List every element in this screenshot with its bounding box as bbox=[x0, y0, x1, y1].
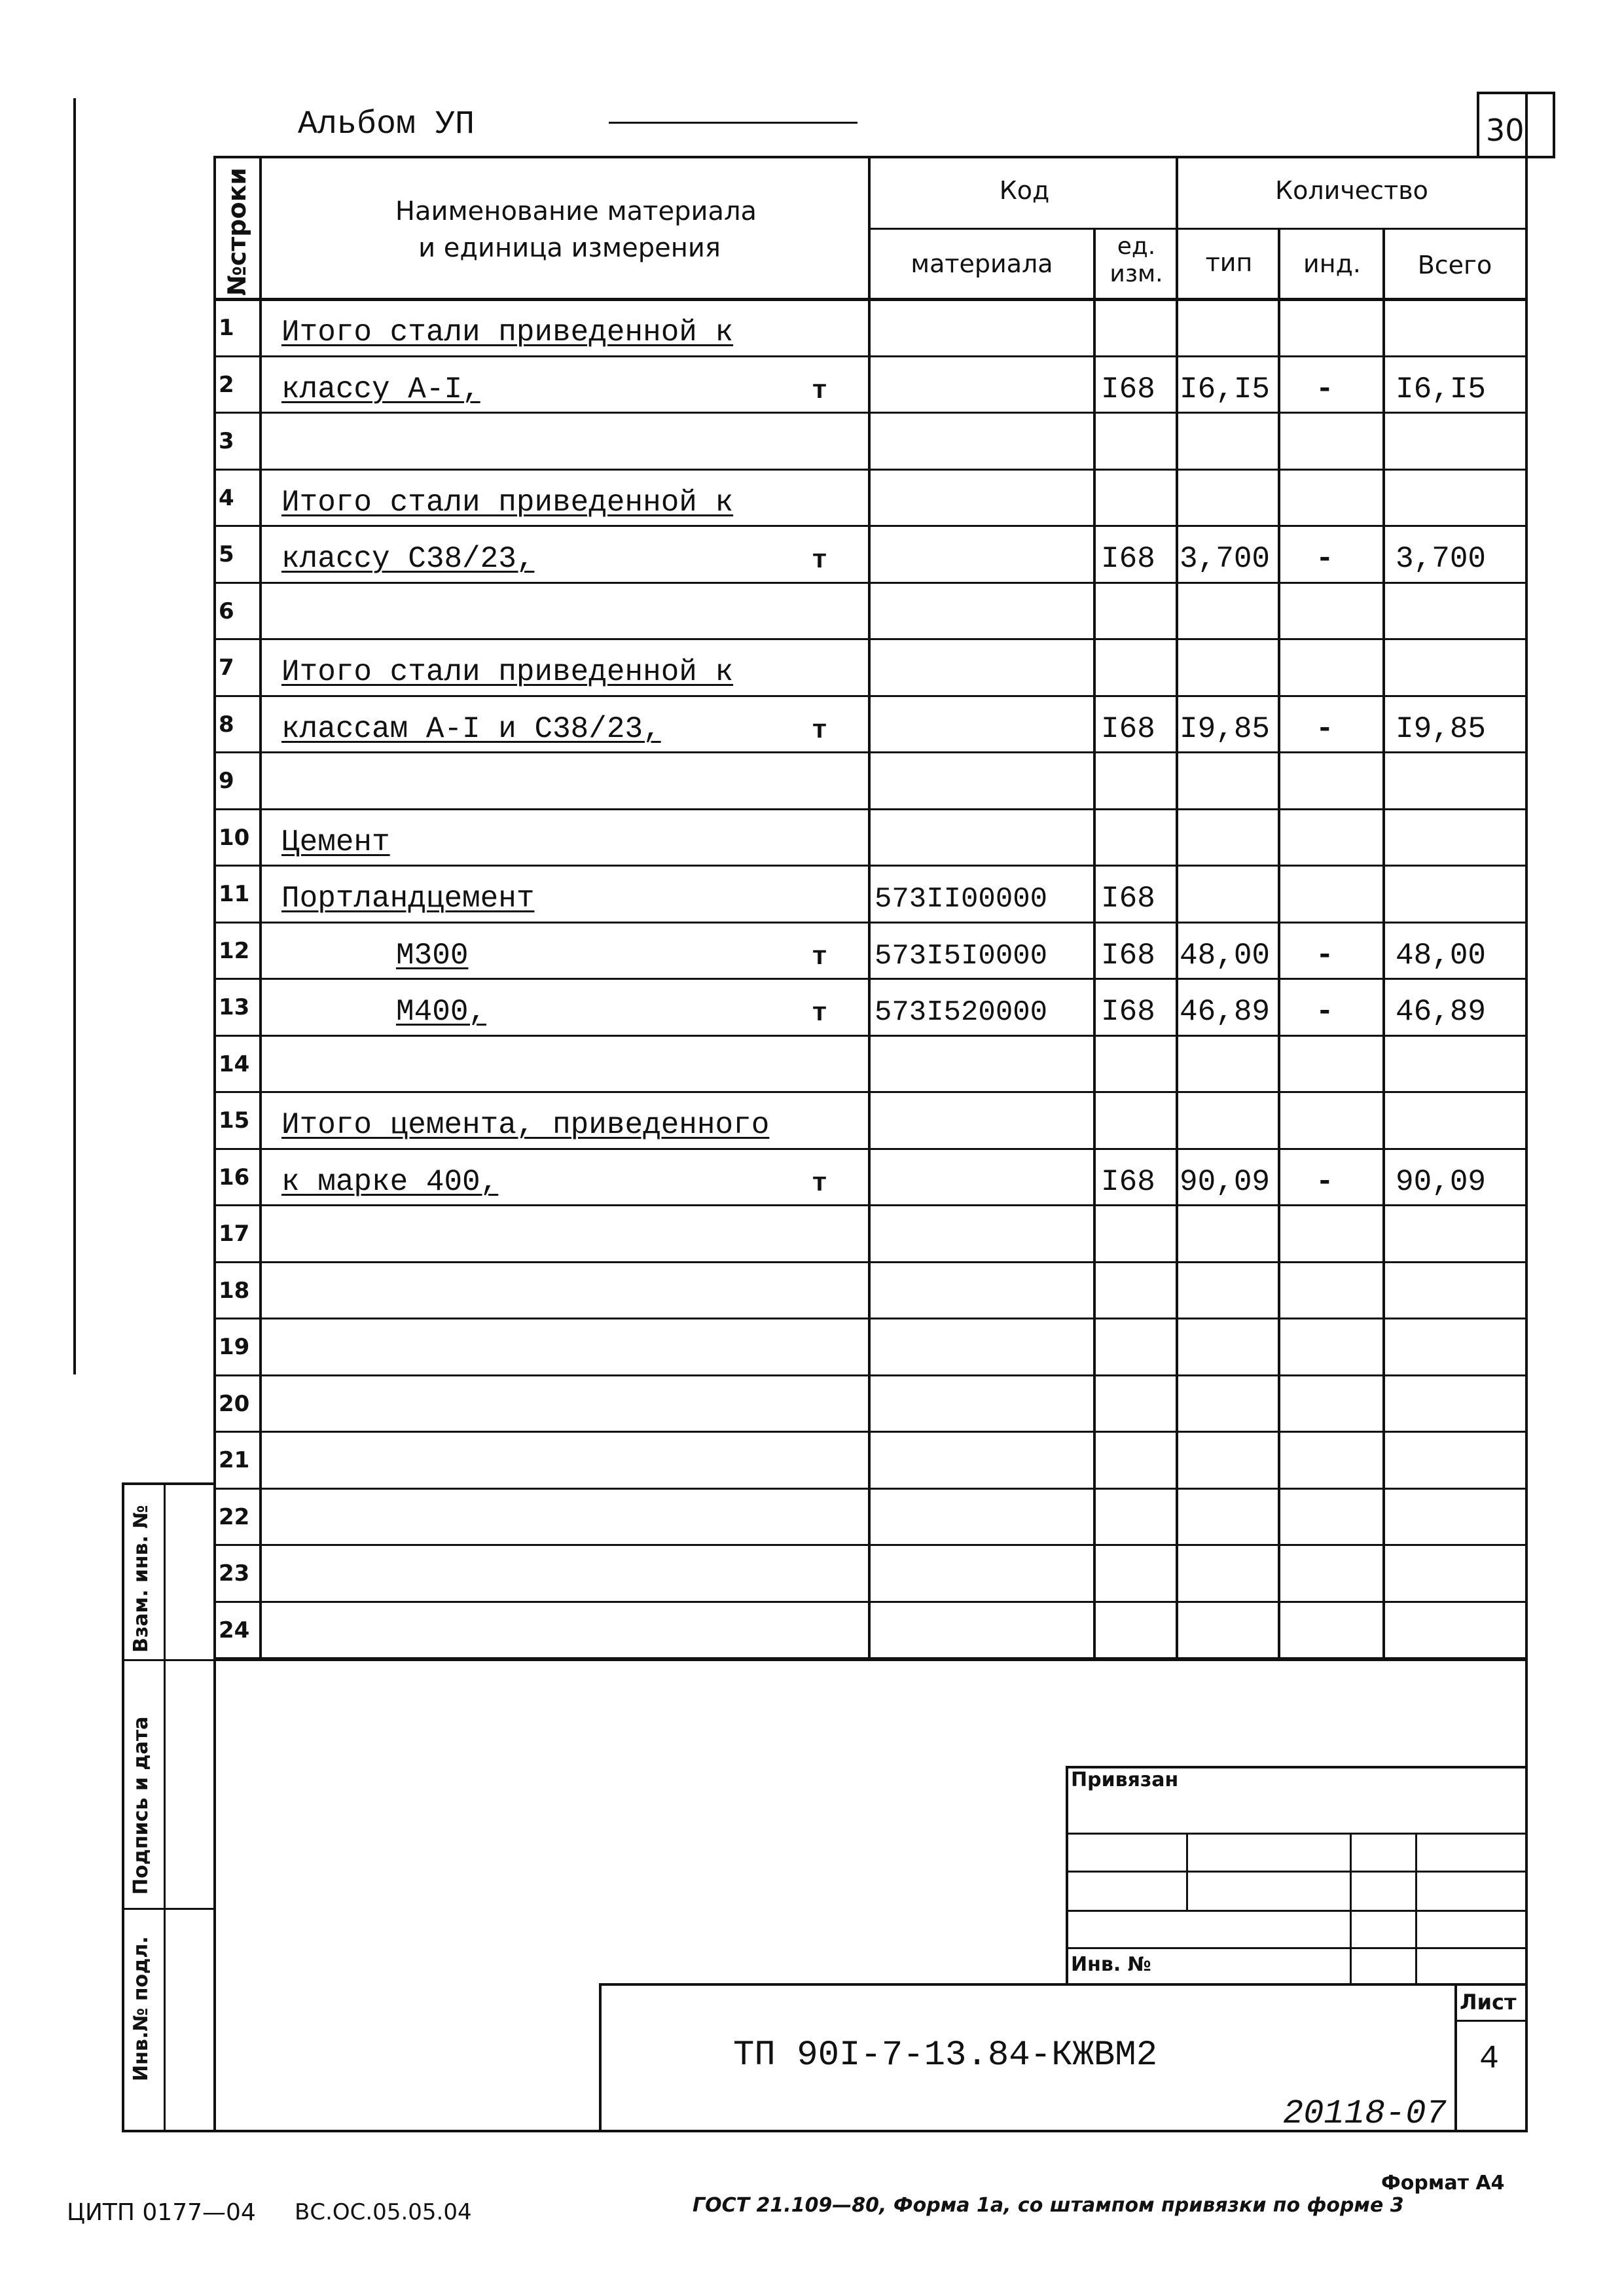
col-sep-rowno bbox=[259, 156, 262, 1661]
hdr-bottom bbox=[213, 298, 1528, 301]
row-ed: I68 bbox=[1101, 882, 1155, 916]
row-ed: I68 bbox=[1101, 1164, 1155, 1199]
row-total: I6,I5 bbox=[1396, 372, 1487, 406]
row-name: классу С38/23, bbox=[281, 542, 535, 576]
table-row-line bbox=[213, 1488, 1528, 1490]
row-number: 1 bbox=[219, 315, 234, 341]
privyazan-label: Привязан bbox=[1071, 1768, 1179, 1791]
page-number: 30 bbox=[1486, 113, 1525, 148]
table-row-line bbox=[213, 1148, 1528, 1150]
table-row-line bbox=[213, 751, 1528, 753]
table-row-line bbox=[213, 469, 1528, 471]
col-sep-name bbox=[868, 156, 871, 1661]
privyazan-h4 bbox=[1066, 1947, 1528, 1949]
row-tip: I6,I5 bbox=[1180, 372, 1271, 406]
row-name: Портландцемент bbox=[281, 882, 535, 916]
hdr-name-line2: и единица измерения bbox=[418, 233, 721, 263]
row-number: 18 bbox=[219, 1277, 250, 1304]
side-stamp-divider bbox=[164, 1482, 166, 2132]
row-unit: т bbox=[812, 942, 828, 973]
row-unit: т bbox=[812, 376, 828, 406]
table-row-line bbox=[213, 808, 1528, 810]
row-number: 15 bbox=[219, 1107, 250, 1134]
row-number: 24 bbox=[219, 1617, 250, 1643]
table-row-line bbox=[213, 1261, 1528, 1263]
row-total: 48,00 bbox=[1396, 938, 1487, 973]
row-name: классам А-I и С38/23, bbox=[281, 711, 661, 746]
side-stamp-h1 bbox=[122, 1659, 216, 1661]
row-number: 23 bbox=[219, 1560, 250, 1587]
privyazan-v1 bbox=[1186, 1833, 1188, 1910]
table-row-line bbox=[213, 922, 1528, 924]
hdr-row-no: №строки bbox=[223, 168, 251, 296]
table-row-line bbox=[213, 638, 1528, 640]
row-ind: - bbox=[1316, 372, 1334, 406]
sheet-divider-h bbox=[1454, 2020, 1528, 2022]
table-row-line bbox=[213, 1035, 1528, 1037]
row-number: 9 bbox=[219, 768, 234, 794]
side-inv-podl: Инв.№ подл. bbox=[130, 1936, 153, 2081]
row-total: 90,09 bbox=[1396, 1164, 1487, 1199]
left-margin-line bbox=[73, 98, 76, 1374]
hdr-mid bbox=[871, 228, 1528, 230]
row-name: к марке 400, bbox=[281, 1164, 499, 1199]
side-podpis: Подпись и дата bbox=[130, 1716, 153, 1895]
row-name: классу А-I, bbox=[281, 372, 480, 406]
row-tip: 46,89 bbox=[1180, 995, 1271, 1029]
row-ind: - bbox=[1316, 1164, 1334, 1199]
col-sep-unit bbox=[1093, 228, 1096, 1661]
row-name: М300 bbox=[396, 938, 469, 973]
sheet-number: 4 bbox=[1479, 2041, 1500, 2078]
row-total: I9,85 bbox=[1396, 711, 1487, 746]
top-rule bbox=[609, 122, 857, 124]
row-ed: I68 bbox=[1101, 711, 1155, 746]
frame-top bbox=[213, 156, 1528, 158]
row-total: 3,700 bbox=[1396, 542, 1487, 576]
hdr-quantity: Количество bbox=[1275, 176, 1428, 205]
row-number: 17 bbox=[219, 1221, 250, 1247]
sheet-divider-v bbox=[1454, 1983, 1457, 2132]
row-ed: I68 bbox=[1101, 995, 1155, 1029]
privyazan-h1 bbox=[1066, 1833, 1528, 1835]
row-number: 3 bbox=[219, 428, 234, 454]
row-ind: - bbox=[1316, 711, 1334, 746]
table-row-line bbox=[213, 1318, 1528, 1319]
hdr-unit-2: изм. bbox=[1110, 260, 1163, 287]
row-code: 573II00000 bbox=[875, 883, 1048, 916]
table-row-line bbox=[213, 582, 1528, 584]
table-row-line bbox=[213, 1374, 1528, 1376]
row-ind: - bbox=[1316, 938, 1334, 973]
row-number: 13 bbox=[219, 994, 250, 1020]
row-number: 12 bbox=[219, 937, 250, 964]
table-row-line bbox=[213, 1601, 1528, 1603]
privyazan-v2 bbox=[1350, 1833, 1352, 1986]
row-tip: 48,00 bbox=[1180, 938, 1271, 973]
row-name: Цемент bbox=[281, 825, 390, 859]
col-sep-tip bbox=[1278, 228, 1280, 1661]
doc-code: ТП 90I-7-13.84-КЖВМ2 bbox=[733, 2036, 1158, 2075]
row-number: 19 bbox=[219, 1334, 250, 1360]
table-row-line bbox=[213, 865, 1528, 867]
table-row-line bbox=[213, 412, 1528, 414]
row-number: 11 bbox=[219, 881, 250, 907]
privyazan-v3 bbox=[1415, 1833, 1417, 1986]
inv-no-label: Инв. № bbox=[1071, 1953, 1151, 1976]
hdr-code: Код bbox=[999, 176, 1050, 205]
side-vzam: Взам. инв. № bbox=[130, 1505, 153, 1653]
row-unit: т bbox=[812, 1169, 828, 1199]
row-number: 4 bbox=[219, 484, 234, 511]
row-name: М400, bbox=[396, 995, 487, 1029]
row-code: 573I520000 bbox=[875, 996, 1048, 1029]
row-unit: т bbox=[812, 547, 828, 576]
row-code: 573I5I0000 bbox=[875, 939, 1048, 973]
row-ind: - bbox=[1316, 995, 1334, 1029]
table-row-line bbox=[213, 695, 1528, 697]
row-number: 8 bbox=[219, 711, 234, 738]
row-number: 21 bbox=[219, 1447, 250, 1473]
row-tip: I9,85 bbox=[1180, 711, 1271, 746]
row-name: Итого цемента, приведенного bbox=[281, 1108, 770, 1142]
col-sep-ind bbox=[1382, 228, 1385, 1661]
row-ed: I68 bbox=[1101, 372, 1155, 406]
row-unit: т bbox=[812, 999, 828, 1029]
row-ind: - bbox=[1316, 542, 1334, 576]
hdr-name-line1: Наименование материала bbox=[395, 196, 757, 226]
row-ed: I68 bbox=[1101, 938, 1155, 973]
privyazan-h2 bbox=[1066, 1871, 1528, 1873]
table-row-line bbox=[213, 355, 1528, 357]
row-ed: I68 bbox=[1101, 542, 1155, 576]
footer-left-1: ЦИТП 0177—04 bbox=[67, 2199, 256, 2226]
hdr-qty-ind: инд. bbox=[1303, 249, 1361, 278]
row-tip: 90,09 bbox=[1180, 1164, 1271, 1199]
col-sep-qty bbox=[1176, 156, 1178, 1661]
row-number: 2 bbox=[219, 371, 234, 398]
row-name: Итого стали приведенной к bbox=[281, 315, 734, 350]
table-row-line bbox=[213, 1204, 1528, 1206]
row-name: Итого стали приведенной к bbox=[281, 485, 734, 520]
footer-format: Формат А4 bbox=[1381, 2172, 1505, 2195]
row-tip: 3,700 bbox=[1180, 542, 1271, 576]
handwritten-note: 20118-07 bbox=[1283, 2094, 1447, 2133]
table-row-line bbox=[213, 1544, 1528, 1546]
album-title: Альбом УП bbox=[298, 106, 475, 143]
row-number: 22 bbox=[219, 1503, 250, 1530]
table-row-line bbox=[213, 1091, 1528, 1093]
hdr-unit-1: ед. bbox=[1117, 233, 1156, 260]
row-number: 7 bbox=[219, 655, 234, 681]
row-number: 5 bbox=[219, 541, 234, 567]
row-unit: т bbox=[812, 716, 828, 746]
hdr-qty-type: тип bbox=[1205, 248, 1253, 277]
sheet-label: Лист bbox=[1460, 1990, 1517, 2015]
row-name: Итого стали приведенной к bbox=[281, 655, 734, 689]
row-number: 10 bbox=[219, 824, 250, 851]
hdr-qty-total: Всего bbox=[1417, 251, 1492, 279]
table-row-line bbox=[213, 1431, 1528, 1433]
hdr-code-material: материала bbox=[911, 249, 1053, 278]
row-total: 46,89 bbox=[1396, 995, 1487, 1029]
row-number: 20 bbox=[219, 1390, 250, 1417]
table-row-line bbox=[213, 978, 1528, 980]
table-row-line bbox=[213, 1657, 1528, 1659]
privyazan-h3 bbox=[1066, 1910, 1528, 1912]
footer-left-2: ВС.ОС.05.05.04 bbox=[295, 2199, 472, 2225]
table-row-line bbox=[213, 525, 1528, 527]
footer-gost: ГОСТ 21.109—80, Форма 1а, со штампом привязки по форме 3 bbox=[693, 2194, 1404, 2217]
row-number: 6 bbox=[219, 598, 234, 624]
row-number: 14 bbox=[219, 1050, 250, 1077]
row-number: 16 bbox=[219, 1164, 250, 1191]
side-stamp-h2 bbox=[122, 1908, 216, 1910]
